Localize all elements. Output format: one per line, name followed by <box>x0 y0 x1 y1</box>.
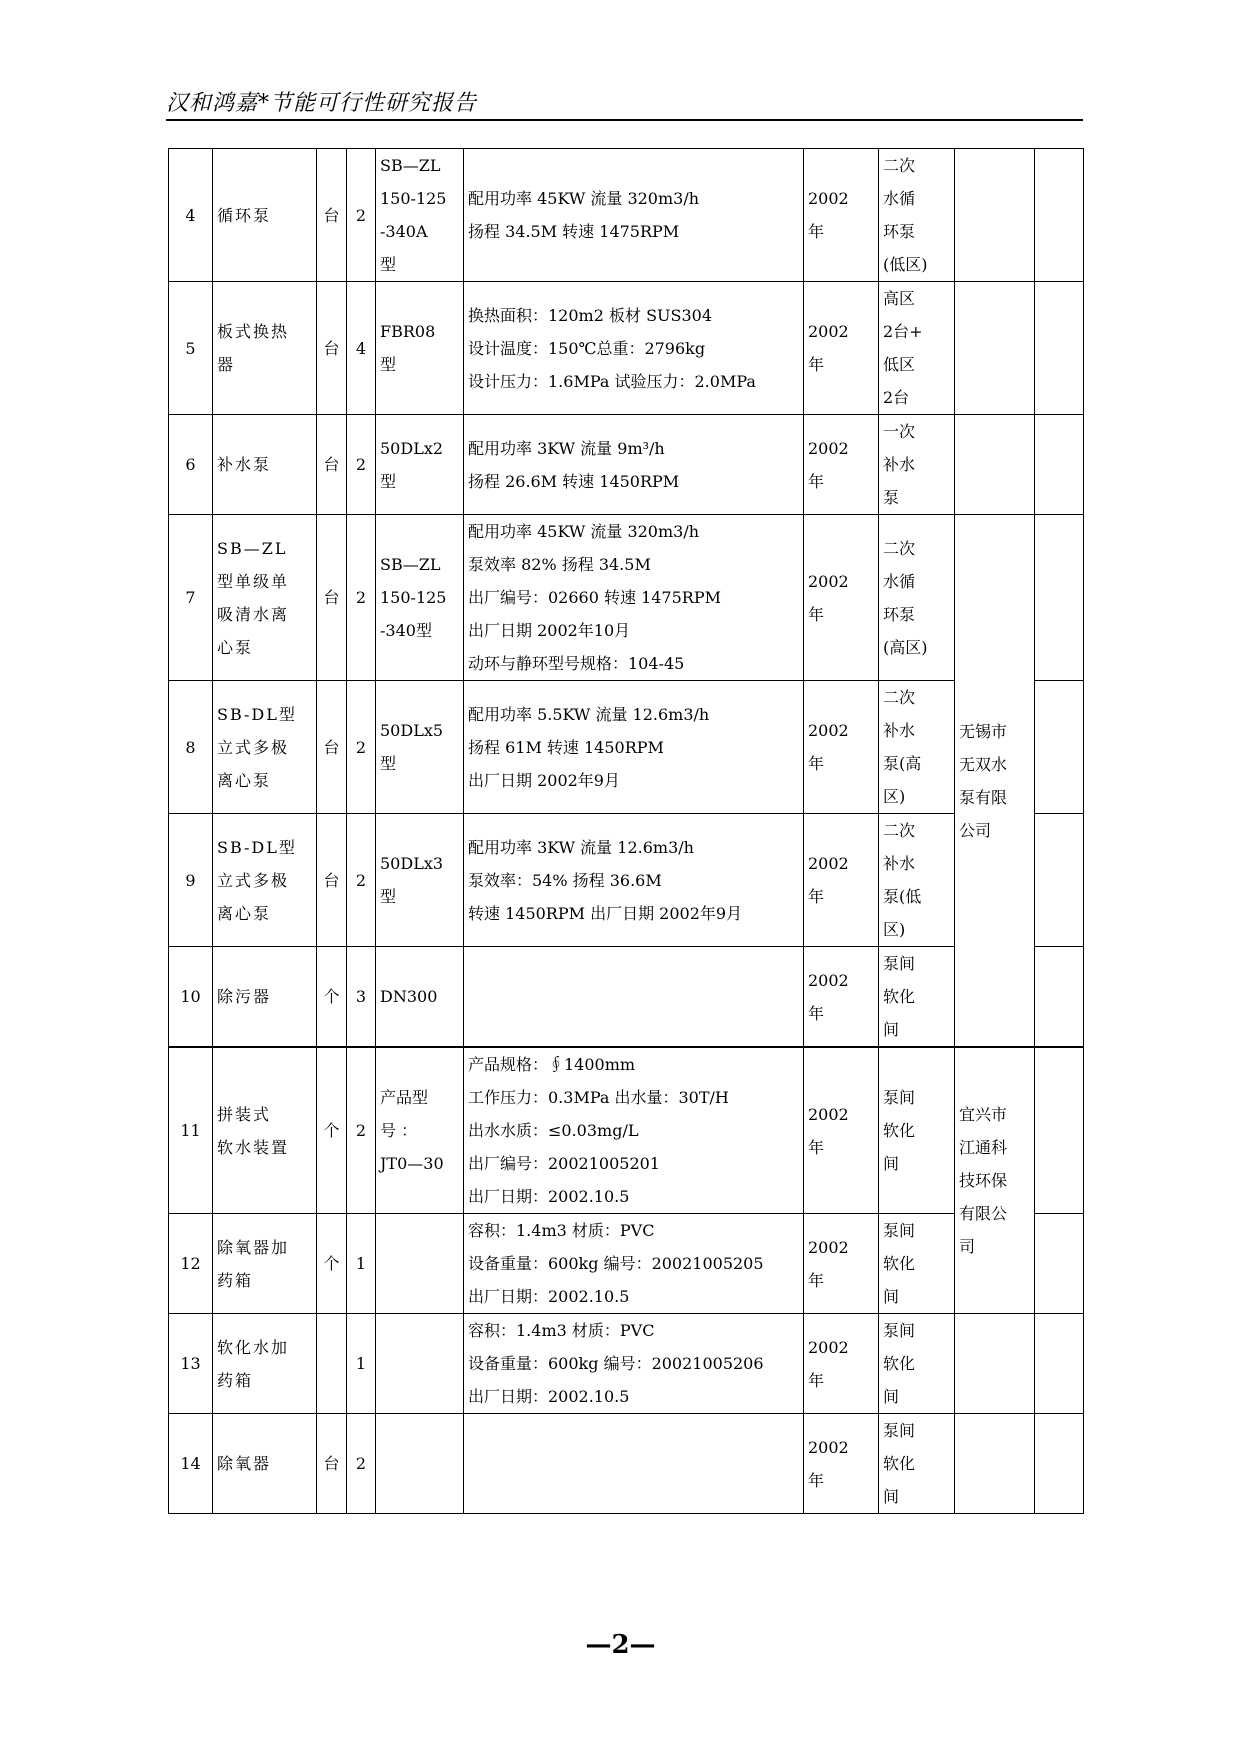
quantity-cell: 2 <box>347 415 376 515</box>
equipment-name: SB-DL型 立式多极 离心泵 <box>213 681 317 814</box>
quantity-cell: 3 <box>347 947 376 1048</box>
model-cell: 50DLx5 型 <box>376 681 464 814</box>
row-number: 14 <box>169 1414 213 1514</box>
year-cell: 2002 年 <box>804 1414 879 1514</box>
quantity-cell: 1 <box>347 1214 376 1314</box>
unit-cell: 台 <box>317 1414 347 1514</box>
empty-cell <box>1035 947 1084 1048</box>
year-cell: 2002 年 <box>804 681 879 814</box>
row-number: 8 <box>169 681 213 814</box>
equipment-name: 循环泵 <box>213 149 317 282</box>
page-number: —2— <box>585 1630 656 1660</box>
model-cell <box>376 1214 464 1314</box>
year-cell: 2002 年 <box>804 415 879 515</box>
model-cell <box>376 1414 464 1514</box>
equipment-name: SB-DL型 立式多极 离心泵 <box>213 814 317 947</box>
manufacturer-wuxi: 无锡市 无双水 泵有限 公司 <box>955 515 1035 1048</box>
spec-cell: 配用功率 45KW 流量 320m3/h 泵效率 82% 扬程 34.5M 出厂编号：02660 转速 1475RPM 出厂日期 2002年10月 动环与静环型号规格：104-45 <box>464 515 804 681</box>
equipment-table <box>168 148 1084 1514</box>
empty-cell <box>1035 1214 1084 1314</box>
quantity-cell: 2 <box>347 1414 376 1514</box>
spec-cell <box>464 1414 804 1514</box>
year-cell: 2002 年 <box>804 1047 879 1214</box>
row-number: 11 <box>169 1047 213 1214</box>
model-cell <box>376 1314 464 1414</box>
year-cell: 2002 年 <box>804 947 879 1048</box>
spec-cell <box>464 947 804 1048</box>
equipment-name: 除氧器 <box>213 1414 317 1514</box>
unit-cell: 台 <box>317 415 347 515</box>
row-number: 4 <box>169 149 213 282</box>
header-divider <box>166 119 1083 121</box>
table-row <box>169 814 1084 947</box>
row-number: 5 <box>169 282 213 415</box>
empty-cell <box>1035 814 1084 947</box>
row-number: 10 <box>169 947 213 1048</box>
report-header-title: 汉和鸿嘉*节能可行性研究报告 <box>166 91 478 116</box>
unit-cell: 个 <box>317 947 347 1048</box>
row-number: 6 <box>169 415 213 515</box>
unit-cell <box>317 1314 347 1414</box>
equipment-name: 拼装式 软水装置 <box>213 1047 317 1214</box>
quantity-cell: 2 <box>347 149 376 282</box>
spec-cell: 产品规格：∮1400mm 工作压力：0.3MPa 出水量：30T/H 出水水质：≤0.03mg/L 出厂编号：20021005201 出厂日期：2002.10.5 <box>464 1047 804 1214</box>
empty-cell <box>1035 415 1084 515</box>
manufacturer-cell <box>955 1314 1035 1414</box>
table-row <box>169 415 1084 515</box>
empty-cell <box>1035 149 1084 282</box>
note-cell: 二次 补水 泵(低 区) <box>879 814 955 947</box>
table-row <box>169 1414 1084 1514</box>
manufacturer-cell <box>955 415 1035 515</box>
model-cell: FBR08 型 <box>376 282 464 415</box>
quantity-cell: 1 <box>347 1314 376 1414</box>
year-cell: 2002 年 <box>804 1314 879 1414</box>
equipment-name: 除氧器加 药箱 <box>213 1214 317 1314</box>
note-cell: 二次 水循 环泵 (高区) <box>879 515 955 681</box>
equipment-name: 软化水加 药箱 <box>213 1314 317 1414</box>
note-cell: 二次 水循 环泵 (低区) <box>879 149 955 282</box>
year-cell: 2002 年 <box>804 149 879 282</box>
quantity-cell: 2 <box>347 1047 376 1214</box>
empty-cell <box>1035 681 1084 814</box>
spec-cell: 换热面积：120m2 板材 SUS304 设计温度：150℃总重：2796kg 设计压力：1.6MPa 试验压力：2.0MPa <box>464 282 804 415</box>
year-cell: 2002 年 <box>804 814 879 947</box>
unit-cell: 台 <box>317 149 347 282</box>
table-row <box>169 149 1084 282</box>
manufacturer-cell <box>955 149 1035 282</box>
note-cell: 泵间 软化 间 <box>879 1047 955 1214</box>
row-number: 9 <box>169 814 213 947</box>
note-cell: 泵间 软化 间 <box>879 947 955 1048</box>
unit-cell: 台 <box>317 515 347 681</box>
quantity-cell: 2 <box>347 814 376 947</box>
unit-cell: 个 <box>317 1214 347 1314</box>
note-cell: 二次 补水 泵(高 区) <box>879 681 955 814</box>
unit-cell: 台 <box>317 814 347 947</box>
year-cell: 2002 年 <box>804 282 879 415</box>
empty-cell <box>1035 1047 1084 1214</box>
note-cell: 高区 2台+ 低区 2台 <box>879 282 955 415</box>
spec-cell: 配用功率 3KW 流量 12.6m3/h 泵效率：54% 扬程 36.6M 转速 1450RPM 出厂日期 2002年9月 <box>464 814 804 947</box>
row-number: 13 <box>169 1314 213 1414</box>
row-number: 7 <box>169 515 213 681</box>
note-cell: 泵间 软化 间 <box>879 1414 955 1514</box>
spec-cell: 配用功率 3KW 流量 9m³/h 扬程 26.6M 转速 1450RPM <box>464 415 804 515</box>
table-row <box>169 1314 1084 1414</box>
row-number: 12 <box>169 1214 213 1314</box>
model-cell: SB—ZL 150-125 -340A 型 <box>376 149 464 282</box>
table-row <box>169 282 1084 415</box>
year-cell: 2002 年 <box>804 1214 879 1314</box>
equipment-name: SB—ZL 型单级单 吸清水离 心泵 <box>213 515 317 681</box>
unit-cell: 台 <box>317 681 347 814</box>
manufacturer-cell <box>955 1414 1035 1514</box>
manufacturer-yixing: 宜兴市 江通科 技环保 有限公 司 <box>955 1047 1035 1314</box>
table-row <box>169 947 1084 1048</box>
spec-cell: 配用功率 5.5KW 流量 12.6m3/h 扬程 61M 转速 1450RPM 出厂日期 2002年9月 <box>464 681 804 814</box>
note-cell: 泵间 软化 间 <box>879 1314 955 1414</box>
unit-cell: 个 <box>317 1047 347 1214</box>
spec-cell: 容积：1.4m3 材质：PVC 设备重量：600kg 编号：20021005205 出厂日期：2002.10.5 <box>464 1214 804 1314</box>
model-cell: SB—ZL 150-125 -340型 <box>376 515 464 681</box>
quantity-cell: 2 <box>347 681 376 814</box>
table-row <box>169 1047 1084 1214</box>
quantity-cell: 4 <box>347 282 376 415</box>
table-row <box>169 515 1084 681</box>
unit-cell: 台 <box>317 282 347 415</box>
note-cell: 泵间 软化 间 <box>879 1214 955 1314</box>
spec-cell: 配用功率 45KW 流量 320m3/h 扬程 34.5M 转速 1475RPM <box>464 149 804 282</box>
model-cell: 产品型 号 ： JT0—30 <box>376 1047 464 1214</box>
empty-cell <box>1035 282 1084 415</box>
equipment-name: 板式换热 器 <box>213 282 317 415</box>
model-cell: 50DLx2 型 <box>376 415 464 515</box>
empty-cell <box>1035 515 1084 681</box>
table-row <box>169 1214 1084 1314</box>
year-cell: 2002 年 <box>804 515 879 681</box>
model-cell: DN300 <box>376 947 464 1048</box>
quantity-cell: 2 <box>347 515 376 681</box>
note-cell: 一次 补水 泵 <box>879 415 955 515</box>
empty-cell <box>1035 1414 1084 1514</box>
equipment-name: 除污器 <box>213 947 317 1048</box>
manufacturer-cell <box>955 282 1035 415</box>
equipment-name: 补水泵 <box>213 415 317 515</box>
table-row <box>169 681 1084 814</box>
empty-cell <box>1035 1314 1084 1414</box>
model-cell: 50DLx3 型 <box>376 814 464 947</box>
spec-cell: 容积：1.4m3 材质：PVC 设备重量：600kg 编号：20021005206 出厂日期：2002.10.5 <box>464 1314 804 1414</box>
